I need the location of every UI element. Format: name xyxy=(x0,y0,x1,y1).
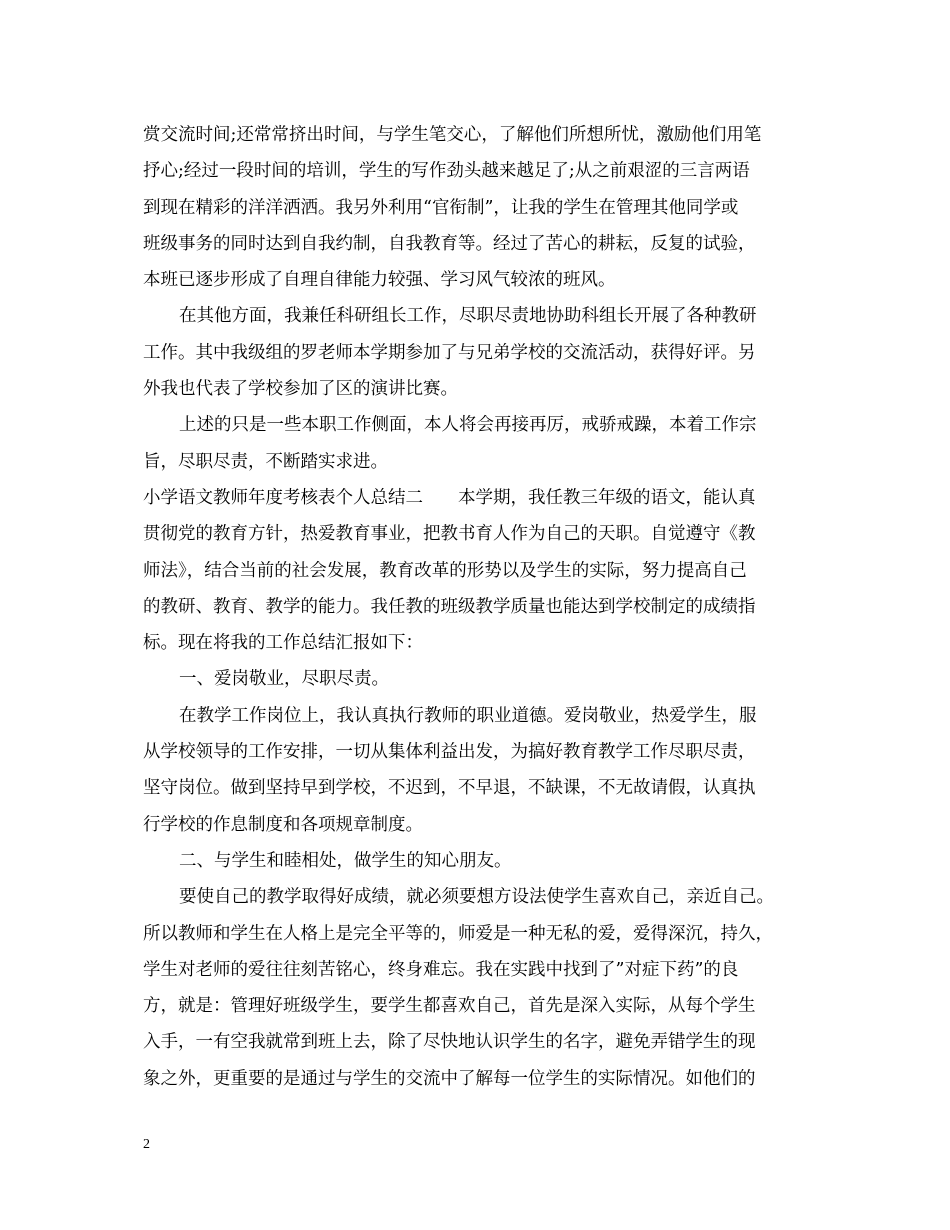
text-line: 在其他方面，我兼任科研组长工作，尽职尽责地协助科组长开展了各种教研 xyxy=(179,306,757,327)
text-line: 班级事务的同时达到自我约制，自我教育等。经过了苦心的耕耘，反复的试验， xyxy=(143,233,756,254)
text-line: 上述的只是一些本职工作侧面，本人将会再接再厉，戒骄戒躁，本着工作宗 xyxy=(179,415,757,436)
text-line: 标。现在将我的工作总结汇报如下： xyxy=(143,633,423,654)
text-line: 入手，一有空我就常到班上去，除了尽快地认识学生的名字，避免弄错学生的现 xyxy=(143,1032,756,1053)
text-line: 到现在精彩的洋洋洒洒。我另外利用“官衔制”，让我的学生在管理其他同学或 xyxy=(143,197,739,218)
text-line: 师法》，结合当前的社会发展，教育改革的形势以及学生的实际，努力提高自己 xyxy=(143,560,747,581)
page-number: 2 xyxy=(143,1137,150,1152)
text-line: 从学校领导的工作安排，一切从集体利益出发，为搞好教育教学工作尽职尽责， xyxy=(143,742,756,763)
text-line: 在教学工作岗位上，我认真执行教师的职业道德。爱岗敬业，热爱学生，服 xyxy=(179,705,757,726)
text-line: 贯彻党的教育方针，热爱教育事业，把教书育人作为自己的天职。自觉遵守《教 xyxy=(143,524,756,545)
text-line: 要使自己的教学取得好成绩，就必须要想方设法使学生喜欢自己，亲近自己。 xyxy=(179,887,774,908)
text-line: 象之外，更重要的是通过与学生的交流中了解每一位学生的实际情况。如他们的 xyxy=(143,1068,756,1089)
text-line: 方，就是：管理好班级学生，要学生都喜欢自己，首先是深入实际，从每个学生 xyxy=(143,996,756,1017)
text-line: 工作。其中我级组的罗老师本学期参加了与兄弟学校的交流活动，获得好评。另 xyxy=(143,342,756,363)
text-line: 外我也代表了学校参加了区的演讲比赛。 xyxy=(143,379,458,400)
document-body xyxy=(143,117,808,1097)
text-line: 赏交流时间;还常常挤出时间，与学生笔交心，了解他们所想所忧，激励他们用笔 xyxy=(143,125,762,145)
text-line: 行学校的作息制度和各项规章制度。 xyxy=(143,814,423,835)
text-line: 小学语文教师年度考核表个人总结二 本学期，我任教三年级的语文，能认真 xyxy=(143,487,756,508)
text-line: 学生对老师的爱往往刻苦铭心，终身难忘。我在实践中找到了”对症下药”的良 xyxy=(143,959,739,980)
text-line: 本班已逐步形成了自理自律能力较强、学习风气较浓的班风。 xyxy=(143,270,616,291)
text-line: 二、与学生和睦相处，做学生的知心朋友。 xyxy=(179,850,512,871)
text-line: 的教研、教育、教学的能力。我任教的班级教学质量也能达到学校制定的成绩指 xyxy=(143,596,756,617)
text-line: 旨，尽职尽责，不断踏实求进。 xyxy=(143,451,388,472)
text-line: 一、爱岗敬业，尽职尽责。 xyxy=(179,669,389,690)
text-line: 抒心;经过一段时间的培训，学生的写作劲头越来越足了;从之前艰涩的三言两语 xyxy=(143,161,750,182)
text-line: 所以教师和学生在人格上是完全平等的，师爱是一种无私的爱，爱得深沉，持久， xyxy=(143,923,773,944)
text-line: 坚守岗位。做到坚持早到学校，不迟到，不早退，不缺课，不无故请假，认真执 xyxy=(143,778,756,799)
